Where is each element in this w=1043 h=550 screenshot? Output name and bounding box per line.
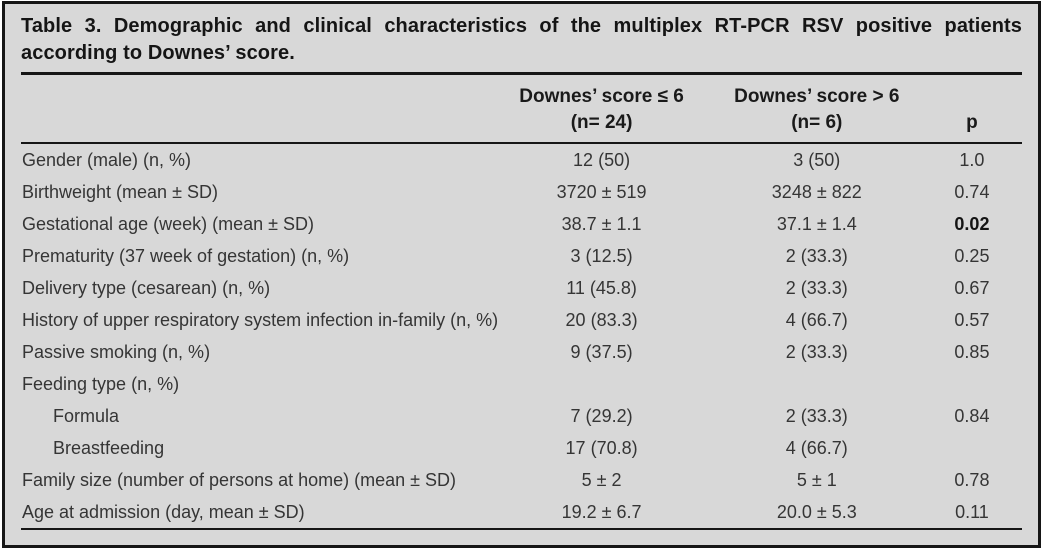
row-label: Family size (number of persons at home) (mean ± SD) (22, 469, 457, 490)
value-score-le6: 17 (70.8) (565, 437, 638, 458)
header-downes-le6 (491, 75, 711, 143)
value-score-gt6: 3248 ± 822 (771, 181, 862, 202)
p-value (922, 432, 1022, 464)
value-score-gt6: 3 (50) (793, 149, 841, 170)
value-score-le6: 7 (29.2) (570, 405, 633, 426)
p-value: 0.11 (955, 501, 989, 522)
header-downes-gt6 (712, 75, 922, 143)
value-score-gt6: 5 ± 1 (796, 469, 837, 490)
row-label: Prematurity (37 week of gestation) (n, %) (22, 245, 350, 266)
rule-below-table (21, 528, 1022, 530)
p-value: 0.67 (954, 277, 990, 298)
p-value (922, 368, 1022, 400)
header-row (21, 75, 1022, 143)
p-value: 0.85 (954, 341, 990, 362)
value-score-gt6: 4 (66.7) (785, 437, 848, 458)
p-value: 0.57 (954, 309, 990, 330)
table-caption: Table 3. Demographic and clinical characteristics of the multiplex RT-PCR RSV positive patients according to Downes’ score. (21, 15, 1022, 64)
value-score-le6: 5 ± 2 (581, 469, 622, 490)
row-label-indented: Formula (53, 405, 120, 426)
row-label: Birthweight (mean ± SD) (22, 181, 218, 202)
header-empty-cell (21, 75, 491, 143)
value-score-le6: 20 (83.3) (565, 309, 638, 330)
header-downes-le6-line1: Downes’ score ≤ 6 (519, 86, 684, 107)
table-body (21, 143, 1022, 528)
table-header (21, 75, 1022, 143)
value-score-gt6: 4 (66.7) (785, 309, 848, 330)
table-row-birthweight (21, 176, 1022, 208)
table-row-feeding-type (21, 368, 1022, 400)
p-value: 0.74 (954, 181, 990, 202)
row-label: Gender (male) (n, %) (22, 149, 192, 170)
table-row-prematurity (21, 240, 1022, 272)
value-score-le6 (491, 368, 711, 400)
row-label: Gestational age (week) (mean ± SD) (22, 213, 314, 234)
table-panel (2, 1, 1041, 548)
p-value: 0.25 (954, 245, 990, 266)
row-label: History of upper respiratory system infection in-family (n, %) (22, 309, 499, 330)
table-row-passive-smoking (21, 336, 1022, 368)
p-value: 1.0 (959, 149, 985, 170)
demographics-table (21, 75, 1022, 528)
table-row-delivery-type (21, 272, 1022, 304)
table-row-breastfeeding (21, 432, 1022, 464)
row-label: Delivery type (cesarean) (n, %) (22, 277, 271, 298)
value-score-gt6: 2 (33.3) (785, 405, 848, 426)
header-downes-gt6-line2: (n= 6) (791, 112, 843, 133)
p-value: 0.78 (954, 469, 990, 490)
value-score-gt6 (712, 368, 922, 400)
header-p: p (922, 75, 1022, 143)
row-label: Feeding type (n, %) (22, 373, 180, 394)
row-label-indented: Breastfeeding (53, 437, 165, 458)
header-downes-le6-line2: (n= 24) (570, 112, 633, 133)
value-score-le6: 3 (12.5) (570, 245, 633, 266)
row-label: Passive smoking (n, %) (22, 341, 211, 362)
table-row-gestational-age (21, 208, 1022, 240)
value-score-le6: 9 (37.5) (570, 341, 633, 362)
value-score-gt6: 2 (33.3) (785, 341, 848, 362)
row-label: Age at admission (day, mean ± SD) (22, 501, 305, 522)
value-score-le6: 12 (50) (573, 149, 631, 170)
table-row-family-size (21, 464, 1022, 496)
p-value-significant: 0.02 (954, 213, 990, 234)
value-score-le6: 11 (45.8) (566, 277, 637, 298)
table-row-age-at-admission (21, 496, 1022, 528)
table-row-gender (21, 143, 1022, 176)
value-score-le6: 38.7 ± 1.1 (561, 213, 642, 234)
value-score-le6: 19.2 ± 6.7 (561, 501, 642, 522)
value-score-gt6: 2 (33.3) (785, 277, 848, 298)
value-score-gt6: 2 (33.3) (785, 245, 848, 266)
header-downes-gt6-line1: Downes’ score > 6 (734, 86, 900, 107)
table-row-history-infection (21, 304, 1022, 336)
table-row-formula (21, 400, 1022, 432)
value-score-gt6: 37.1 ± 1.4 (776, 213, 857, 234)
value-score-le6: 3720 ± 519 (556, 181, 647, 202)
p-value: 0.84 (954, 405, 990, 426)
value-score-gt6: 20.0 ± 5.3 (776, 501, 857, 522)
